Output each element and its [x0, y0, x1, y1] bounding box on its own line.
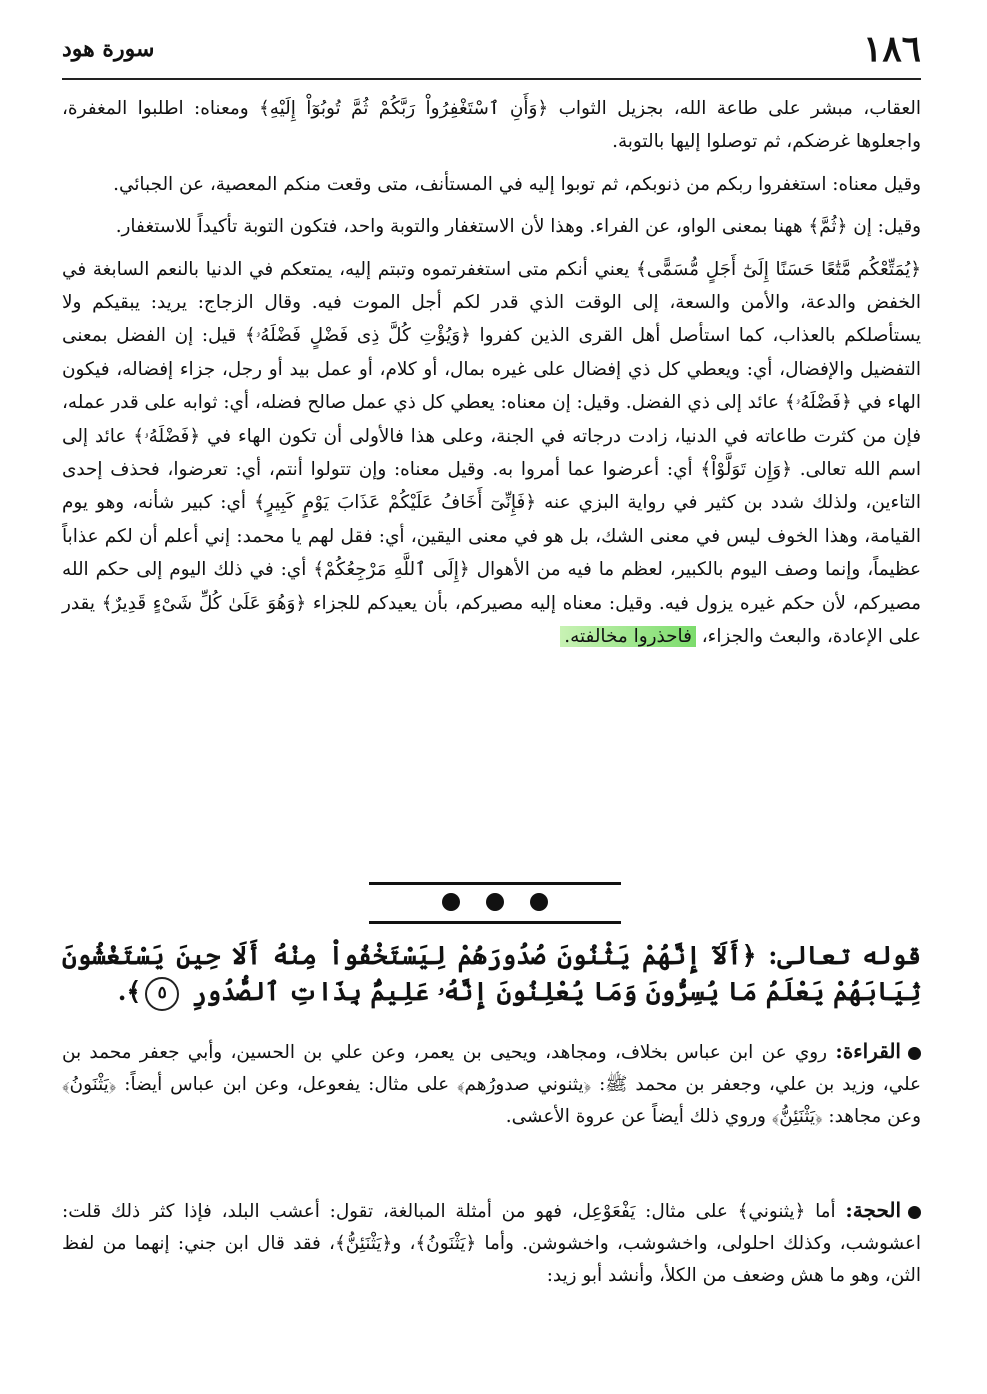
bottom-divider-line: [369, 921, 621, 924]
hujjah-section: [62, 1195, 921, 1291]
page-number: ١٨٦: [862, 28, 921, 70]
quran-verse-block: [62, 938, 921, 1011]
surah-name: سورة هود: [62, 36, 155, 62]
qiraah-text: روي عن ابن عباس بخلاف، ومجاهد، ويحيى بن يعمر، وعن علي بن الحسين، وأبي جعفر محمد بن علي، وزيد بن علي، وجعفر بن محمد ﷺ: ﴿يثنوني صدورُهم﴾ على مثال: يفعوعل، وعن ابن عباس أيضاً: ﴿يَثْنَونُ﴾ وعن مجاهد: ﴿يَثْنَئِنُّ﴾ وروي ذلك أيضاً عن عروة الأعشى.: [62, 1042, 921, 1127]
paragraph-4: [62, 253, 921, 654]
verse-label: قوله تعالى:: [768, 941, 921, 970]
separator-dot: [486, 893, 504, 911]
hujjah-title: الحجة:: [845, 1198, 901, 1222]
commentary-text: [62, 92, 921, 663]
page-header: [62, 28, 921, 80]
ayah-number-marker: ٥: [145, 977, 179, 1011]
qiraah-paragraph: [62, 1036, 921, 1132]
qiraah-section: [62, 1036, 921, 1132]
hujjah-paragraph: [62, 1195, 921, 1291]
separator-dot: [530, 893, 548, 911]
paragraph-2: وقيل معناه: استغفروا ربكم من ذنوبكم، ثم توبوا إليه في المستأنف، متى وقعت منكم المعصية، عن الجبائي.: [113, 173, 921, 195]
bullet-icon: [908, 1206, 921, 1219]
top-divider-line: [369, 882, 621, 885]
paragraph-4-text: ﴿يُمَتِّعْكُم مَّتَٰعًا حَسَنًا إِلَىٰٓ أَجَلٍ مُّسَمًّى﴾ يعني أنكم متى استغفرتموه وتبتم إليه، يمتعكم في الدنيا بالنعم السابغة في الخفض والدعة، والأمن والسعة، إلى الوقت الذي قدر لكم أجل الموت فيه. وقال الزجاج: يريد: يبقيكم ولا يستأصلكم بالعذاب، كما استأصل أهل القرى الذين كفروا ﴿وَيُؤْتِ كُلَّ ذِى فَضْلٍ فَضْلَهُۥ﴾ قيل: إن الفضل بمعنى التفضيل والإفضال، أي: ويعطي كل ذي إفضال على غيره بمال، أو كلام، أو عمل بيد أو رجل، جزاء إفضاله، فيكون الهاء في ﴿فَضْلَهُۥ﴾ عائد إلى ذي الفضل. وقيل: إن معناه: يعطي كل ذي عمل صالح فضله، أي: ثوابه على قدر عمله، فإن من كثرت طاعاته في الدنيا، زادت درجاته في الجنة، وعلى هذا فالأولى أن تكون الهاء في ﴿فَضْلَهُۥ﴾ عائد إلى اسم الله تعالى. ﴿وَإِن تَوَلَّوْاْ﴾ أي: أعرضوا عما أمروا به. وقيل معناه: وإن تتولوا أنتم، أي: تعرضوا، فحذف إحدى التاءين، ولذلك شدد بن كثير في رواية البزي عنه ﴿فَإِنِّىٓ أَخَافُ عَلَيْكُمْ عَذَابَ يَوْمٍ كَبِيرٍ﴾ أي: كبير شأنه، وهو يوم القيامة، وهذا الخوف ليس في معنى الشك، بل هو في معنى اليقين، أي: فقل لهم يا محمد: إني أعلم أن لكم عذاباً عظيماً، وإنما وصف اليوم بالكبير، لعظم ما فيه من الأهوال ﴿إِلَى ٱللَّهِ مَرْجِعُكُمْ﴾ أي: في ذلك اليوم إلى حكم الله مصيركم، لأن حكم غيره يزول فيه. وقيل: معناه إليه مصيركم، بأن يعيدكم للجزاء ﴿وَهُوَ عَلَىٰ كُلِّ شَىْءٍ قَدِيرٌ﴾ يقدر على الإعادة، والبعث والجزاء،: [62, 258, 921, 648]
verse-closing: ﴾.: [117, 977, 142, 1006]
bullet-icon: [908, 1047, 921, 1060]
separator-dot: [442, 893, 460, 911]
paragraph-3: وقيل: إن ﴿ثُمَّ﴾ ههنا بمعنى الواو، عن الفراء. وهذا لأن الاستغفار والتوبة واحد، فتكون التوبة تأكيداً للاستغفار.: [115, 216, 921, 238]
paragraph-1: العقاب، مبشر على طاعة الله، بجزيل الثواب ﴿وَأَنِ ٱسْتَغْفِرُواْ رَبَّكُمْ ثُمَّ تُوبُوٓاْ إِلَيْهِ﴾ ومعناه: اطلبوا المغفرة، واجعلوها غرضكم، ثم توصلوا إليها بالتوبة.: [62, 98, 921, 153]
qiraah-title: القراءة:: [835, 1039, 901, 1063]
hujjah-text: أما ﴿يثنوني﴾ على مثال: يَفْعَوْعِل، فهو من أمثلة المبالغة، تقول: أعشب البلد، فإذا كثر ذلك قلت: اعشوشب، وكذلك احلولى، واخشوشب، واخشوشن. وأما ﴿يَثْنَونُ﴾، و﴿يَثْنَئِنُّ﴾، فقد قال ابن جني: إنهما من لفظ الثن، وهو ما هش وضعف من الكلأ، وأنشد أبو زيد:: [62, 1201, 921, 1286]
highlighted-phrase: فاحذروا مخالفته.: [560, 626, 696, 647]
section-separator-dots: [442, 893, 548, 911]
verse-text: ﴿أَلَآ إِنَّهُمْ يَثْنُونَ صُدُورَهُمْ لِيَسْتَخْفُواْ مِنْهُ أَلَا حِينَ يَسْتَغْشُونَ ثِيَابَهُمْ يَعْلَمُ مَا يُسِرُّونَ وَمَا يُعْلِنُونَ إِنَّهُۥ عَلِيمٌۢ بِذَاتِ ٱلصُّدُورِ: [62, 941, 921, 1006]
